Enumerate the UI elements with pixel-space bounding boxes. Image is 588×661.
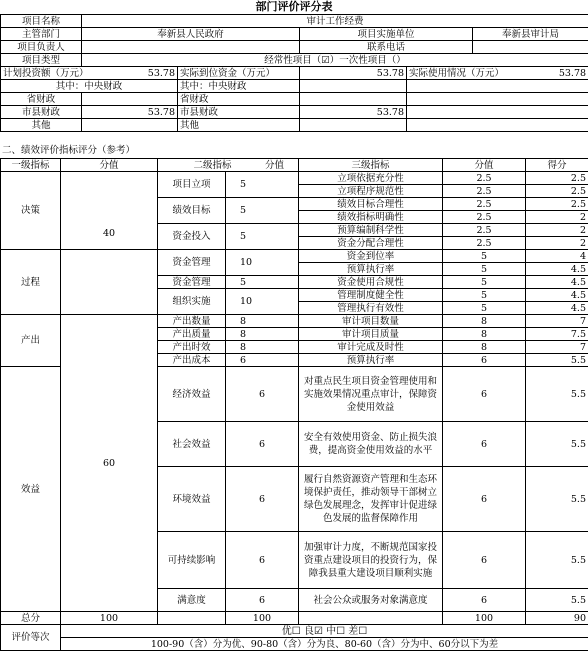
l3-score: 2.5 bbox=[443, 237, 526, 250]
header-l2-text: 二级指标 bbox=[193, 159, 232, 171]
l3-score: 6 bbox=[443, 589, 526, 612]
total-empty-2 bbox=[299, 612, 443, 625]
l2-score: 6 bbox=[226, 589, 299, 612]
central-value-2 bbox=[300, 80, 407, 93]
impl-unit-value: 奉新县审计局 bbox=[473, 28, 588, 41]
points: 2.5 bbox=[526, 198, 588, 211]
l3-score: 6 bbox=[443, 532, 526, 589]
usage-label: 实际使用情况（万元） bbox=[409, 67, 505, 79]
points: 2 bbox=[526, 224, 588, 237]
l3-score: 5 bbox=[443, 276, 526, 289]
group-process-score bbox=[61, 250, 158, 315]
eval-options: 优☐ 良☑ 中☐ 差☐ bbox=[61, 625, 588, 638]
l3-score: 2.5 bbox=[443, 172, 526, 185]
points: 7 bbox=[526, 341, 588, 354]
section-heading: 二、绩效评价指标评分（参考） bbox=[2, 145, 136, 156]
central-label: 其中：中央财政 bbox=[1, 80, 178, 93]
eval-note: 100-90（含）分为优、90-80（含）分为良、80-60（含）分为中、60分以下为差 bbox=[61, 638, 588, 651]
l3-item: 安全有效使用资金、防止损失浪费，提高资金使用效益的水平 bbox=[299, 422, 443, 467]
actual-value: 53.78 bbox=[300, 67, 407, 80]
l2-item: 产出时效 bbox=[158, 341, 226, 354]
other-usage bbox=[407, 119, 588, 132]
l2-item: 环境效益 bbox=[158, 467, 226, 532]
header-l2-score: 分值 bbox=[264, 159, 284, 171]
l3-item: 资金分配合理性 bbox=[299, 237, 443, 250]
l3-item: 预算编制科学性 bbox=[299, 224, 443, 237]
l2-score: 8 bbox=[226, 328, 299, 341]
points: 4.5 bbox=[526, 276, 588, 289]
other-label-2: 其他 bbox=[178, 119, 300, 132]
l2-score: 8 bbox=[226, 315, 299, 328]
l3-score: 5 bbox=[443, 289, 526, 302]
l2-item: 绩效目标 bbox=[158, 198, 226, 224]
eval-label: 评价等次 bbox=[1, 625, 61, 651]
province-usage bbox=[407, 93, 588, 106]
l3-item: 审计项目质量 bbox=[299, 328, 443, 341]
city-value-2: 53.78 bbox=[300, 106, 407, 119]
l2-item: 项目立项 bbox=[158, 172, 226, 198]
l3-score: 2.5 bbox=[443, 198, 526, 211]
points: 5.5 bbox=[526, 354, 588, 367]
l3-item: 资金到位率 bbox=[299, 250, 443, 263]
l3-score: 6 bbox=[443, 422, 526, 467]
l3-item: 立项程序规范性 bbox=[299, 185, 443, 198]
l2-score: 8 bbox=[226, 341, 299, 354]
points: 5.5 bbox=[526, 367, 588, 422]
leader-value bbox=[82, 41, 300, 54]
l3-item: 管理执行有效性 bbox=[299, 302, 443, 315]
total-score-2: 100 bbox=[226, 612, 299, 625]
l3-item: 绩效指标明确性 bbox=[299, 211, 443, 224]
points: 5.5 bbox=[526, 589, 588, 612]
phone-label: 联系电话 bbox=[300, 41, 473, 54]
total-score-3: 100 bbox=[443, 612, 526, 625]
points: 4.5 bbox=[526, 302, 588, 315]
l3-item: 审计项目数量 bbox=[299, 315, 443, 328]
l3-score: 2.5 bbox=[443, 224, 526, 237]
impl-unit-label: 项目实施单位 bbox=[300, 28, 473, 41]
l2-score: 6 bbox=[226, 422, 299, 467]
province-label-2: 省财政 bbox=[178, 93, 300, 106]
l2-item: 资金投入 bbox=[158, 224, 226, 250]
header-l2 bbox=[158, 159, 299, 172]
l3-score: 6 bbox=[443, 367, 526, 422]
city-label-2: 市县财政 bbox=[178, 106, 300, 119]
project-name-label: 项目名称 bbox=[1, 15, 82, 28]
l2-score: 6 bbox=[226, 354, 299, 367]
l3-score: 5 bbox=[443, 250, 526, 263]
l3-item: 对重点民生项目资金管理使用和实施效果情况重点审计，保障资金使用效益 bbox=[299, 367, 443, 422]
city-usage bbox=[407, 106, 588, 119]
points: 4.5 bbox=[526, 289, 588, 302]
phone-value bbox=[473, 41, 588, 54]
l3-item: 立项依据充分性 bbox=[299, 172, 443, 185]
l2-item: 经济效益 bbox=[158, 367, 226, 422]
l2-item: 产出质量 bbox=[158, 328, 226, 341]
group-benefit-score: 60 bbox=[61, 315, 158, 612]
l2-item: 产出成本 bbox=[158, 354, 226, 367]
city-label: 市县财政 bbox=[1, 106, 82, 119]
points: 7 bbox=[526, 315, 588, 328]
header-l1-score: 分值 bbox=[61, 159, 158, 172]
group-benefit: 效益 bbox=[1, 367, 61, 612]
l3-item: 社会公众或服务对象满意度 bbox=[299, 589, 443, 612]
l3-score: 8 bbox=[443, 341, 526, 354]
l2-score: 5 bbox=[226, 198, 299, 224]
actual-label: 实际到位资金（万元） bbox=[178, 67, 300, 80]
l2-score: 10 bbox=[226, 250, 299, 276]
total-label: 总分 bbox=[1, 612, 61, 625]
points: 4 bbox=[526, 250, 588, 263]
other-value-2 bbox=[300, 119, 407, 132]
l2-score: 6 bbox=[226, 532, 299, 589]
group-output: 产出 bbox=[1, 315, 61, 367]
project-name-value: 审计工作经费 bbox=[82, 15, 588, 28]
l3-item: 加强审计力度，不断规范国家投资重点建设项目的投资行为，保障我县重大建设项目顺利实施 bbox=[299, 532, 443, 589]
l2-score: 5 bbox=[226, 172, 299, 198]
dept-value: 奉新县人民政府 bbox=[82, 28, 300, 41]
header-points: 得分 bbox=[526, 159, 588, 172]
points: 2 bbox=[526, 237, 588, 250]
l2-score: 6 bbox=[226, 367, 299, 422]
page-title: 部门评价评分表 bbox=[255, 0, 333, 13]
usage-value: 53.78 bbox=[558, 67, 587, 79]
l2-score: 5 bbox=[226, 276, 299, 289]
points: 5.5 bbox=[526, 532, 588, 589]
l2-score: 10 bbox=[226, 289, 299, 315]
l3-score: 5 bbox=[443, 302, 526, 315]
group-decision: 决策 bbox=[1, 172, 61, 250]
province-value bbox=[82, 93, 178, 106]
total-points: 90 bbox=[526, 612, 588, 625]
other-value bbox=[82, 119, 178, 132]
central-label-2: 其中：中央财政 bbox=[178, 80, 300, 93]
type-label: 项目类型 bbox=[1, 54, 82, 67]
header-l1: 一级指标 bbox=[1, 159, 61, 172]
points: 5.5 bbox=[526, 422, 588, 467]
l3-score: 8 bbox=[443, 328, 526, 341]
l2-item: 资金管理 bbox=[158, 250, 226, 276]
l2-item: 满意度 bbox=[158, 589, 226, 612]
project-info-table bbox=[0, 14, 588, 132]
header-l3-score: 分值 bbox=[443, 159, 526, 172]
central-usage bbox=[407, 80, 588, 93]
l3-item: 预算执行率 bbox=[299, 354, 443, 367]
city-value: 53.78 bbox=[82, 106, 178, 119]
points: 2.5 bbox=[526, 185, 588, 198]
l3-score: 2.5 bbox=[443, 185, 526, 198]
l3-item: 管理制度健全性 bbox=[299, 289, 443, 302]
dept-label: 主管部门 bbox=[1, 28, 82, 41]
plan-value: 53.78 bbox=[147, 67, 175, 79]
group-process: 过程 bbox=[1, 250, 61, 315]
points: 2 bbox=[526, 211, 588, 224]
l2-item: 组织实施 bbox=[158, 289, 226, 315]
l3-item: 资金使用合规性 bbox=[299, 276, 443, 289]
total-score-1: 100 bbox=[61, 612, 158, 625]
group-decision-score: 40 bbox=[61, 172, 158, 250]
l2-item: 可持续影响 bbox=[158, 532, 226, 589]
l3-item: 履行自然资源资产管理和生态环境保护责任，推动领导干部树立绿色发展理念，发挥审计促进绿色发展的监督保障作用 bbox=[299, 467, 443, 532]
l2-item: 产出数量 bbox=[158, 315, 226, 328]
header-l3: 三级指标 bbox=[299, 159, 443, 172]
points: 4.5 bbox=[526, 263, 588, 276]
other-label: 其他 bbox=[1, 119, 82, 132]
usage-cell bbox=[407, 67, 588, 80]
l2-item: 资金管理 bbox=[158, 276, 226, 289]
l2-score: 6 bbox=[226, 467, 299, 532]
l3-score: 6 bbox=[443, 467, 526, 532]
points: 5.5 bbox=[526, 467, 588, 532]
plan-label bbox=[1, 67, 178, 80]
type-value: 经常性项目（☑）一次性项目（） bbox=[82, 54, 588, 67]
l3-item: 审计完成及时性 bbox=[299, 341, 443, 354]
points: 7.5 bbox=[526, 328, 588, 341]
leader-label: 项目负责人 bbox=[1, 41, 82, 54]
l3-score: 8 bbox=[443, 315, 526, 328]
total-empty bbox=[158, 612, 226, 625]
l3-score: 2.5 bbox=[443, 211, 526, 224]
province-value-2 bbox=[300, 93, 407, 106]
l3-item: 绩效目标合理性 bbox=[299, 198, 443, 211]
province-label: 省财政 bbox=[1, 93, 82, 106]
l3-score: 5 bbox=[443, 263, 526, 276]
plan-label-text: 计划投资额（万元） bbox=[3, 67, 89, 79]
l3-item: 预算执行率 bbox=[299, 263, 443, 276]
l3-score: 6 bbox=[443, 354, 526, 367]
points: 2.5 bbox=[526, 172, 588, 185]
l2-score: 5 bbox=[226, 224, 299, 250]
score-table bbox=[0, 158, 588, 651]
l2-item: 社会效益 bbox=[158, 422, 226, 467]
